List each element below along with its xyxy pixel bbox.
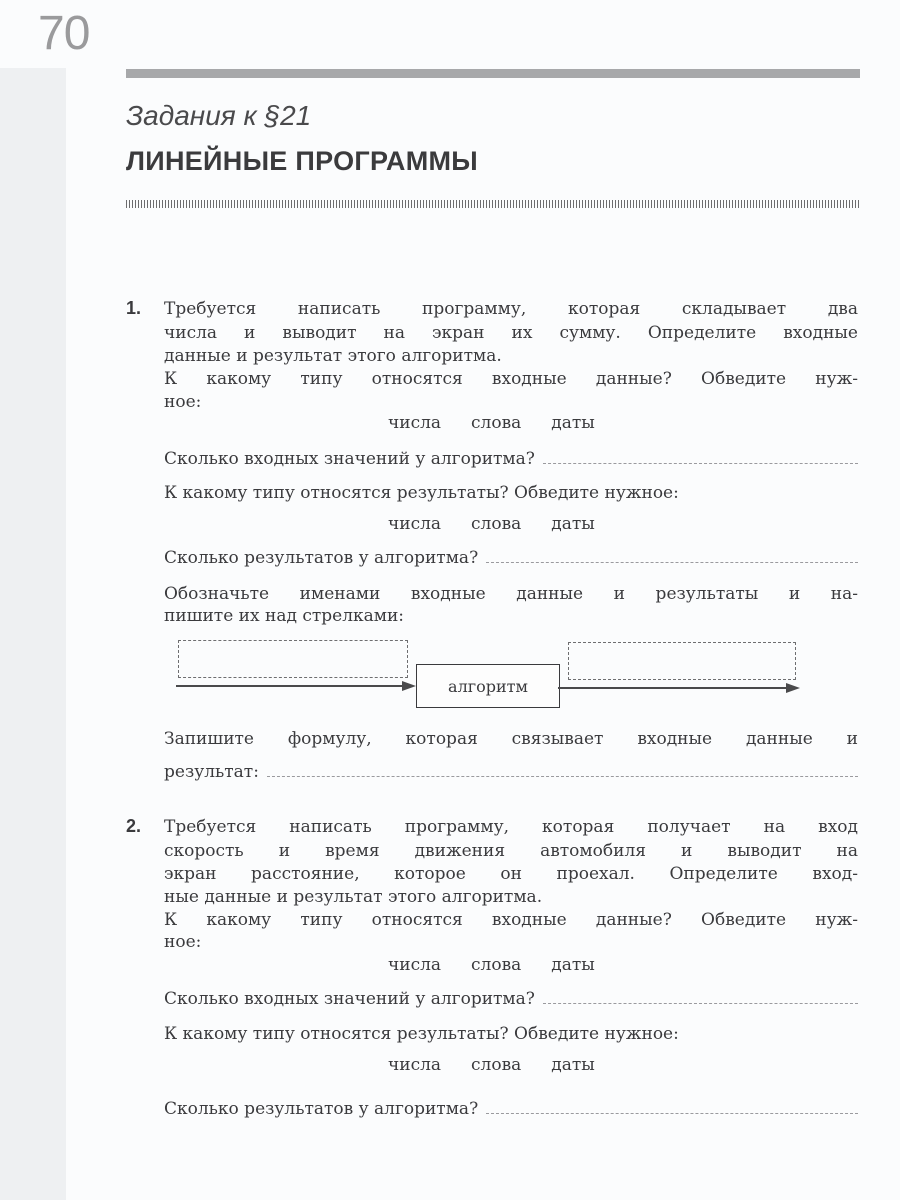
question-formula-answer [164,761,858,783]
answer-result-count[interactable] [486,1099,858,1114]
answer-input-count[interactable] [543,449,858,464]
arrow-head-icon [786,683,800,693]
question-label: Сколько результатов у алгоритма? [164,548,479,568]
option-words[interactable]: слова [471,514,522,534]
task-text-line: данные и результат этого алгоритма. [164,346,502,366]
question-names-cont: пишите их над стрелками: [164,606,405,626]
page-margin-strip [0,68,66,1200]
question-names: Обозначьте именами входные данные и результаты и на- [164,584,858,604]
option-dates[interactable]: даты [551,955,595,975]
task-text-line: ные данные и результат этого алгоритма. [164,887,543,907]
question-label: результат: [164,762,259,782]
task-text-line: Требуется написать программу, которая складывает два [164,299,858,319]
option-numbers[interactable]: числа [388,955,442,975]
section-title: ЛИНЕЙНЫЕ ПРОГРАММЫ [126,146,479,176]
question-result-type: К какому типу относятся результаты? Обведите нужное: [164,483,679,503]
option-words[interactable]: слова [471,1055,522,1075]
answer-formula[interactable] [267,762,858,777]
page-number: 70 [38,7,90,60]
option-numbers[interactable]: числа [388,413,442,433]
task-text-line: Требуется написать программу, которая получает на вход [164,817,858,837]
algorithm-box: алгоритм [416,664,560,708]
option-dates[interactable]: даты [551,413,595,433]
arrow-head-icon [402,681,416,691]
answer-result-count[interactable] [486,548,858,563]
input-name-box[interactable] [178,640,408,678]
task-number: 1. [126,298,142,318]
question-label: Сколько входных значений у алгоритма? [164,449,535,469]
question-label: Сколько результатов у алгоритма? [164,1099,479,1119]
question-input-type-cont: ное: [164,392,202,412]
section-subtitle: Задания к §21 [126,100,312,131]
input-arrow [176,685,404,687]
result-type-options [388,514,625,534]
question-result-count [164,1098,858,1120]
option-numbers[interactable]: числа [388,514,442,534]
question-input-type: К какому типу относятся входные данные? Обведите нуж- [164,369,858,389]
option-dates[interactable]: даты [551,1055,595,1075]
option-dates[interactable]: даты [551,514,595,534]
result-type-options [388,1055,625,1075]
question-result-type: К какому типу относятся результаты? Обведите нужное: [164,1024,679,1044]
question-label: Сколько входных значений у алгоритма? [164,989,535,1009]
input-type-options [388,955,625,975]
header-bar [126,69,860,78]
input-type-options [388,413,625,433]
output-name-box[interactable] [568,642,796,680]
option-numbers[interactable]: числа [388,1055,442,1075]
question-input-type: К какому типу относятся входные данные? Обведите нуж- [164,910,858,930]
answer-input-count[interactable] [543,989,858,1004]
question-input-count [164,448,858,470]
option-words[interactable]: слова [471,413,522,433]
hatched-divider [126,200,860,208]
task-text-line: экран расстояние, которое он проехал. Определите вход- [164,864,858,884]
question-formula: Запишите формулу, которая связывает входные данные и [164,729,858,749]
task-number: 2. [126,816,142,836]
question-input-count [164,988,858,1010]
question-input-type-cont: ное: [164,932,202,952]
task-text-line: числа и выводит на экран их сумму. Определите входные [164,323,858,343]
task-text-line: скорость и время движения автомобиля и выводит на [164,841,858,861]
output-arrow [558,687,788,689]
option-words[interactable]: слова [471,955,522,975]
question-result-count [164,547,858,569]
